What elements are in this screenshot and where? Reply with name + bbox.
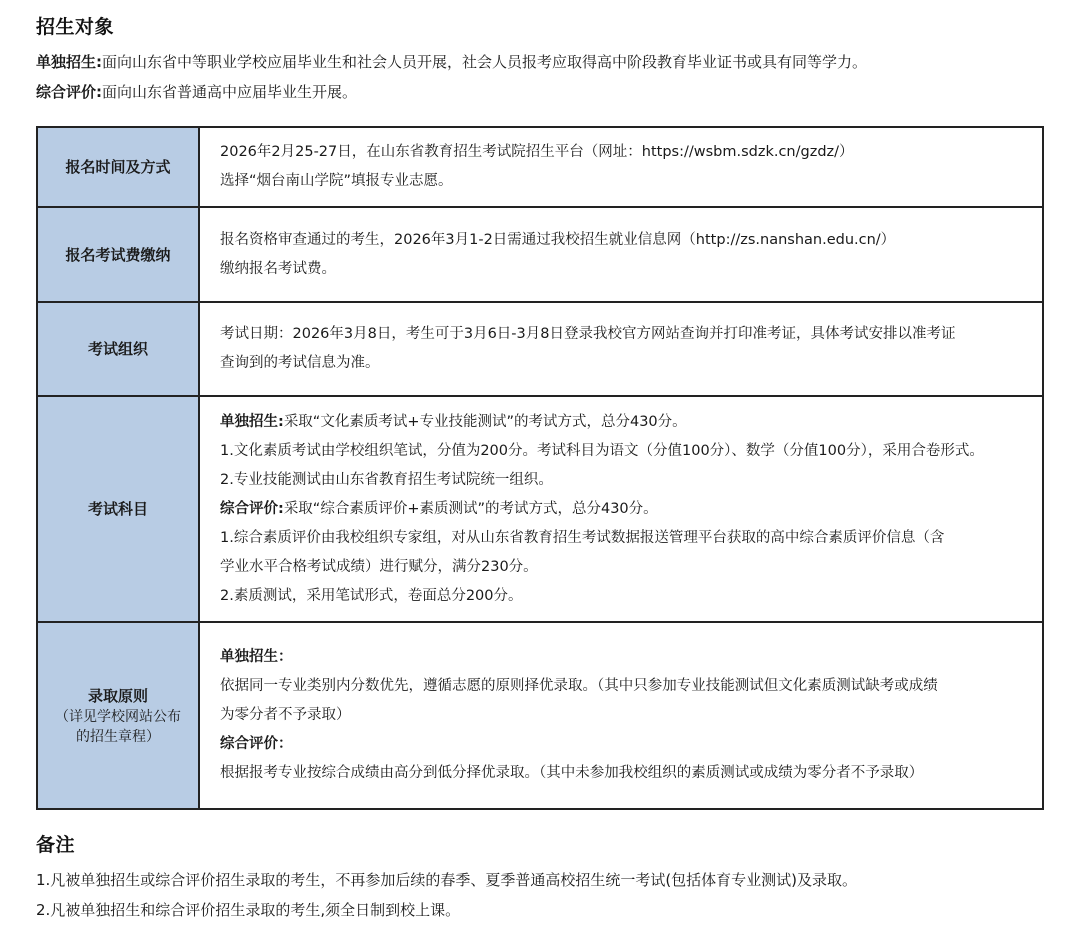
registration-line-1: 2026年2月25-27日，在山东省教育招生考试院招生平台（网址：https://wsbm.sdzk.cn/gzdz/） — [220, 144, 854, 160]
row-content-registration — [199, 127, 1043, 207]
row-content-admission-principles — [199, 622, 1043, 809]
table-row-registration — [37, 127, 1043, 207]
comprehensive-evaluation-intro — [36, 81, 357, 102]
admission-principles-note-2: 的招生章程） — [76, 728, 160, 745]
exam-organization-line-1: 考试日期：2026年3月8日，考生可于3月6日-3月8日登录我校官方网站查询并打印准考证，具体考试安排以准考证 — [220, 326, 956, 342]
table-row-exam-subjects — [37, 396, 1043, 622]
section-title-enrollment-target: 招生对象 — [36, 16, 115, 38]
admission-independent-text-a: 依据同一专业类别内分数优先，遵循志愿的原则择优录取。（其中只参加专业技能测试但文化素质测试缺考或成绩 — [220, 678, 938, 694]
fee-line-2: 缴纳报名考试费。 — [220, 260, 336, 277]
exam-organization-line-2: 查询到的考试信息为准。 — [220, 355, 380, 371]
subjects-comprehensive-item-2: 2.素质测试，采用笔试形式，卷面总分200分。 — [220, 587, 523, 604]
subjects-comprehensive-item-1b: 学业水平合格考试成绩）进行赋分，满分230分。 — [220, 558, 538, 575]
row-label-admission-principles — [37, 622, 199, 809]
row-content-exam-subjects — [199, 396, 1043, 622]
admission-info-table — [36, 126, 1044, 810]
row-label-fee: 报名考试费缴纳 — [37, 207, 199, 302]
subjects-comprehensive-text: 采取“综合素质评价+素质测试”的考试方式，总分430分。 — [283, 500, 658, 517]
admission-independent-text-b: 为零分者不予录取） — [220, 707, 351, 723]
admission-principles-note-1: （详见学校网站公布 — [55, 708, 181, 725]
row-label-registration: 报名时间及方式 — [37, 127, 199, 207]
registration-line-2: 选择“烟台南山学院”填报专业志愿。 — [220, 173, 453, 189]
note-item-2: 2.凡被单独招生和综合评价招生录取的考生,须全日制到校上课。 — [36, 901, 461, 919]
table-row-exam-organization — [37, 302, 1043, 396]
row-label-exam-organization: 考试组织 — [37, 302, 199, 396]
independent-enrollment-label: 单独招生: — [36, 53, 102, 71]
row-content-fee — [199, 207, 1043, 302]
comprehensive-evaluation-label: 综合评价: — [36, 83, 102, 101]
independent-enrollment-text: 面向山东省中等职业学校应届毕业生和社会人员开展，社会人员报考应取得高中阶段教育毕业证书或具有同等学力。 — [102, 53, 868, 71]
fee-line-1: 报名资格审查通过的考生，2026年3月1-2日需通过我校招生就业信息网（http://zs.nanshan.edu.cn/） — [220, 231, 896, 248]
subjects-independent-text: 采取“文化素质考试+专业技能测试”的考试方式，总分430分。 — [283, 413, 687, 430]
admission-principles-label: 录取原则 — [87, 686, 148, 705]
admission-comprehensive-text: 根据报考专业按综合成绩由高分到低分择优录取。（其中未参加我校组织的素质测试或成绩为零分者不予录取） — [220, 765, 924, 781]
subjects-independent-item-1: 1.文化素质考试由学校组织笔试，分值为200分。考试科目为语文（分值100分）、数学（分值100分），采用合卷形式。 — [220, 442, 984, 459]
row-label-exam-subjects: 考试科目 — [37, 396, 199, 622]
table-row-fee — [37, 207, 1043, 302]
subjects-comprehensive-item-1a: 1.综合素质评价由我校组织专家组，对从山东省教育招生考试数据报送管理平台获取的高中综合素质评价信息（含 — [220, 529, 945, 546]
table-row-admission-principles — [37, 622, 1043, 809]
row-content-exam-organization — [199, 302, 1043, 396]
independent-enrollment-intro — [36, 51, 867, 72]
subjects-comprehensive-heading — [220, 495, 1030, 524]
subjects-independent-heading — [220, 408, 1030, 437]
subjects-comprehensive-label: 综合评价: — [220, 500, 284, 517]
admission-independent-label: 单独招生： — [220, 649, 293, 665]
comprehensive-evaluation-text: 面向山东省普通高中应届毕业生开展。 — [102, 83, 358, 101]
subjects-independent-item-2: 2.专业技能测试由山东省教育招生考试院统一组织。 — [220, 471, 553, 488]
section-title-notes: 备注 — [36, 834, 76, 856]
admission-comprehensive-label: 综合评价： — [220, 736, 293, 752]
note-item-1: 1.凡被单独招生或综合评价招生录取的考生，不再参加后续的春季、夏季普通高校招生统一考试(包括体育专业测试)及录取。 — [36, 871, 858, 889]
subjects-independent-label: 单独招生: — [220, 413, 284, 430]
